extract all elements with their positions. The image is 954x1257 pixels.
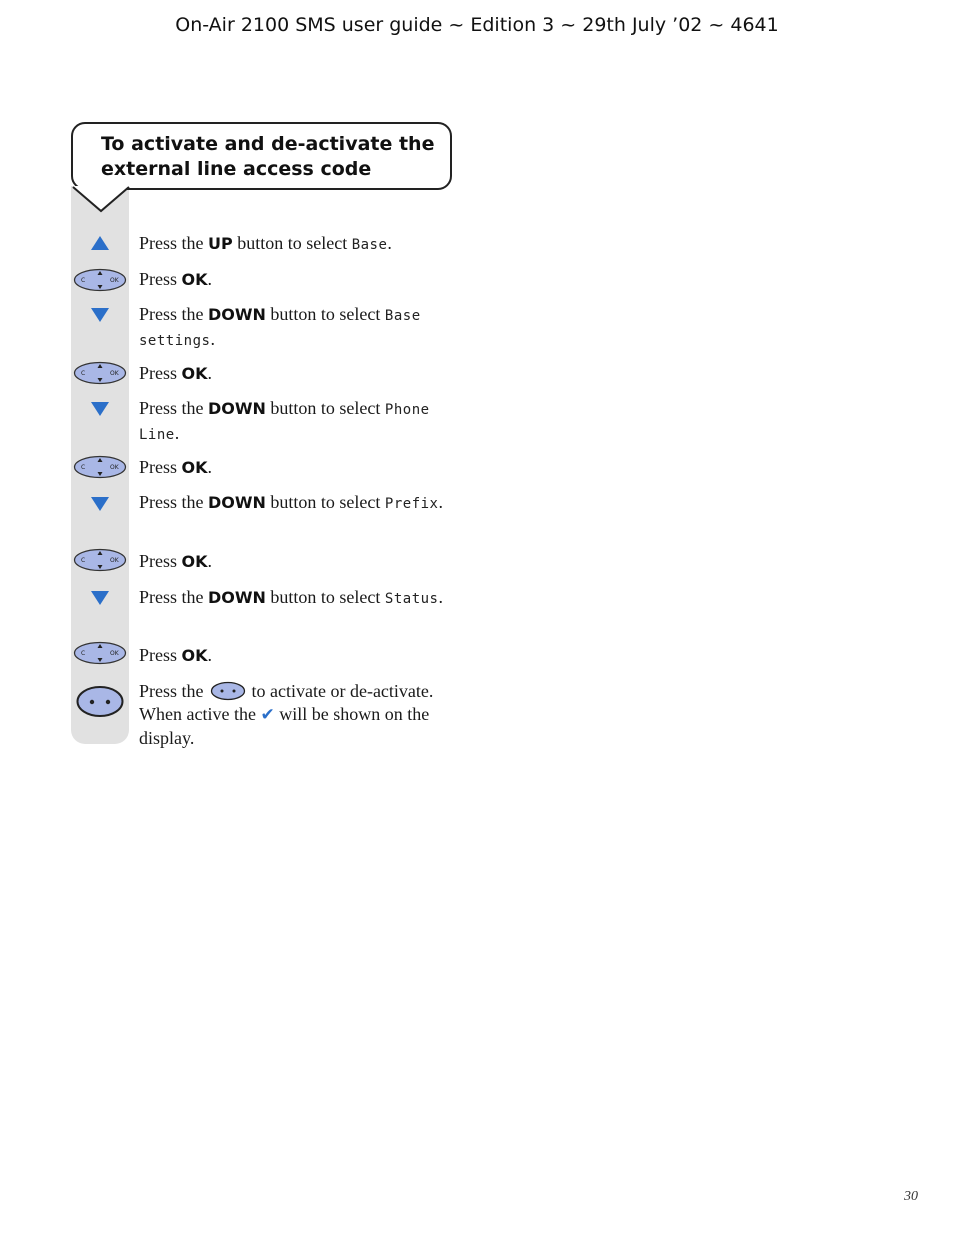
document-header: On-Air 2100 SMS user guide ~ Edition 3 ~ 29th July ’02 ~ 4641 bbox=[175, 14, 779, 36]
step-4-text: Press OK. bbox=[139, 363, 213, 383]
down-arrow-icon bbox=[90, 496, 110, 512]
ok-button-label: OK bbox=[181, 270, 208, 289]
navigation-key-icon bbox=[73, 361, 127, 385]
ok-button-label: OK bbox=[181, 364, 208, 383]
nav-key-c-label: C bbox=[81, 277, 86, 284]
ok-button-label: OK bbox=[181, 552, 208, 571]
down-arrow-icon bbox=[90, 401, 110, 417]
display-text-status: Status bbox=[384, 591, 439, 607]
down-arrow-icon bbox=[90, 307, 110, 323]
down-button-label: DOWN bbox=[208, 493, 266, 512]
display-text-base: Base bbox=[351, 237, 388, 253]
two-dot-key-inline-icon bbox=[210, 681, 246, 701]
step-11-text: Press the to activate or de-activate. When active the ✔ will be shown on the display. bbox=[139, 681, 434, 748]
checkmark-icon: ✔ bbox=[260, 705, 275, 725]
step-8-text: Press OK. bbox=[139, 551, 213, 571]
section-title: To activate and de-activate the external line access code bbox=[101, 133, 435, 180]
two-dot-key-icon bbox=[76, 685, 124, 718]
navigation-key-icon bbox=[73, 268, 127, 292]
step-1-text: Press the UP button to select Base. bbox=[139, 233, 392, 253]
down-button-label: DOWN bbox=[208, 588, 266, 607]
down-button-label: DOWN bbox=[208, 305, 266, 324]
page-number: 30 bbox=[904, 1189, 918, 1204]
step-7-text: Press the DOWN button to select Prefix. bbox=[139, 492, 443, 512]
navigation-key-icon bbox=[73, 548, 127, 572]
down-button-label: DOWN bbox=[208, 399, 266, 418]
nav-key-ok-label: OK bbox=[110, 464, 119, 471]
navigation-key-icon bbox=[73, 455, 127, 479]
step-9-text: Press the DOWN button to select Status. bbox=[139, 587, 443, 607]
nav-key-ok-label: OK bbox=[110, 370, 119, 377]
step-3-text: Press the DOWN button to select Base settings. bbox=[139, 304, 421, 349]
section-callout bbox=[71, 122, 452, 190]
up-arrow-icon bbox=[90, 235, 110, 251]
step-10-text: Press OK. bbox=[139, 645, 213, 665]
nav-key-c-label: C bbox=[81, 464, 86, 471]
up-button-label: UP bbox=[208, 234, 233, 253]
nav-key-c-label: C bbox=[81, 370, 86, 377]
display-text-base-settings: Base settings bbox=[139, 308, 421, 349]
step-5-text: Press the DOWN button to select Phone Line. bbox=[139, 398, 430, 443]
display-text-prefix: Prefix bbox=[384, 496, 439, 512]
navigation-key-icon bbox=[73, 641, 127, 665]
display-text-phone-line: Phone Line bbox=[139, 402, 430, 443]
ok-button-label: OK bbox=[181, 458, 208, 477]
nav-key-c-label: C bbox=[81, 650, 86, 657]
down-arrow-icon bbox=[90, 590, 110, 606]
nav-key-ok-label: OK bbox=[110, 277, 119, 284]
nav-key-ok-label: OK bbox=[110, 557, 119, 564]
nav-key-c-label: C bbox=[81, 557, 86, 564]
ok-button-label: OK bbox=[181, 646, 208, 665]
step-6-text: Press OK. bbox=[139, 457, 213, 477]
callout-tail bbox=[71, 186, 133, 214]
step-2-text: Press OK. bbox=[139, 269, 213, 289]
nav-key-ok-label: OK bbox=[110, 650, 119, 657]
